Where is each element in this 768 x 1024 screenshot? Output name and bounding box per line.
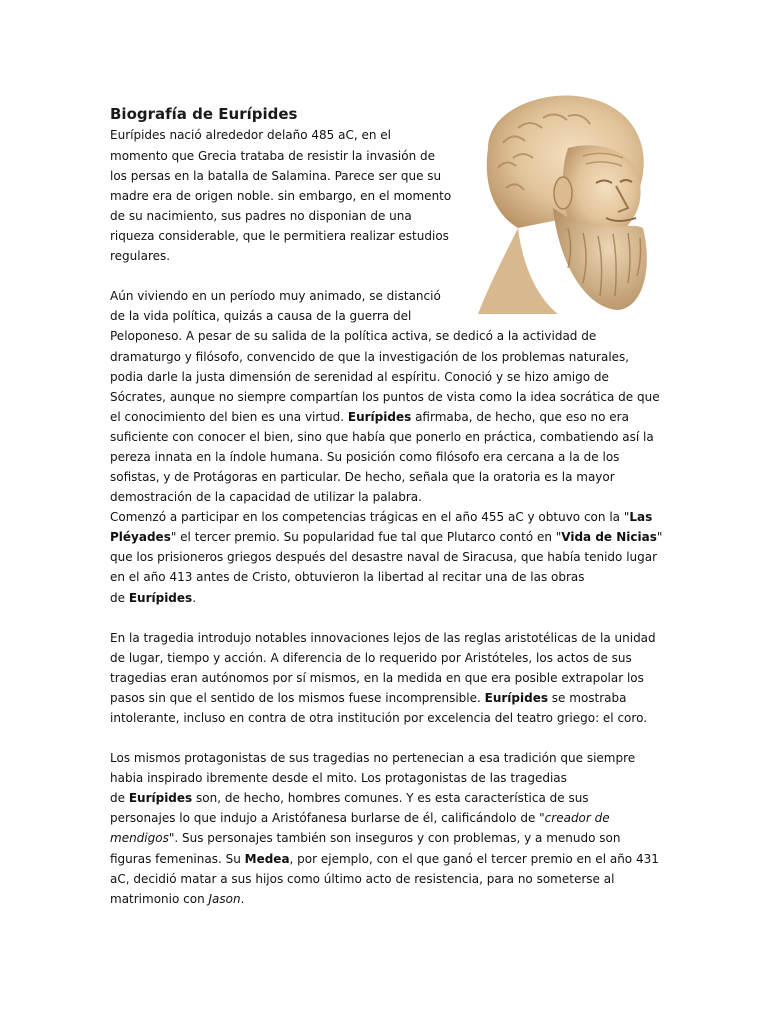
- jason-italic: Jason: [208, 892, 241, 906]
- paragraph-4-line-7: aC, decidió matar a sus hijos como último acto de resistencia, para no someterse al: [110, 872, 615, 886]
- text-span: .: [240, 892, 245, 906]
- paragraph-1-line-3: los persas en la batalla de Salamina. Parece ser que su: [110, 169, 442, 183]
- euripides-bold: Eurípides: [128, 791, 193, 805]
- euripides-bold: Eurípides: [484, 691, 548, 705]
- text-span: ": [656, 530, 663, 544]
- medea-bold: Medea: [244, 852, 290, 866]
- paragraph-4-line-4: [110, 810, 610, 826]
- paragraph-1-line-5: de su nacimiento, sus padres no disponian de una: [110, 209, 412, 223]
- paragraph-2-line-6: Sócrates, aunque no siempre compartían los puntos de vista como la idea socrática de que: [110, 390, 660, 404]
- euripides-bust-image: [458, 88, 656, 314]
- text-span: el conocimiento del bien es una virtud.: [110, 410, 348, 424]
- creador-de-mendigos-italic: mendigos: [110, 831, 169, 845]
- paragraph-4-line-1: Los mismos protagonistas de sus tragedias no pertenecian a esa tradición que siempre: [110, 751, 636, 765]
- text-span: , por ejemplo, con el que ganó el tercer premio en el año 431: [289, 852, 659, 866]
- paragraph-2-line-4: dramaturgo y filósofo, convencido de que la investigación de los problemas naturales,: [110, 350, 630, 364]
- paragraph-2-line-7: [110, 409, 629, 425]
- euripides-bold: Eurípides: [128, 591, 193, 605]
- paragraph-2-line-12: [110, 509, 652, 525]
- vida-de-nicias-bold: Vida de Nicias: [561, 530, 657, 544]
- paragraph-2-line-9: pereza innata en la índole humana. Su posición como filósofo era cercana a la de los: [110, 450, 620, 464]
- text-span: figuras femeninas. Su: [110, 852, 245, 866]
- text-span: matrimonio con: [110, 892, 209, 906]
- text-span: " el tercer premio. Su popularidad fue tal que Plutarco contó en ": [170, 530, 562, 544]
- paragraph-2-line-14: que los prisioneros griegos después del desastre naval de Siracusa, que había tenido lugar: [110, 550, 658, 564]
- paragraph-3-line-5: intolerante, incluso en contra de otra institución por excelencia del teatro griego: el coro.: [110, 711, 648, 725]
- paragraph-4-line-3: [110, 790, 589, 806]
- text-span: se mostraba: [547, 691, 627, 705]
- paragraph-3-line-4: [110, 690, 627, 706]
- text-span: .: [192, 591, 197, 605]
- euripides-bold: Eurípides: [347, 410, 412, 424]
- paragraph-1-line-6: riqueza considerable, que le permitiera realizar estudios: [110, 229, 449, 243]
- paragraph-3-line-3: tragedias eran autónomos por sí mismos, en la medida en que era posible extrapolar los: [110, 671, 644, 685]
- text-span: de: [110, 591, 129, 605]
- text-span: Comenzó a participar en los competencias trágicas en el año 455 aC y obtuvo con la ": [110, 510, 630, 524]
- text-span: de: [110, 791, 129, 805]
- text-span: personajes lo que indujo a Aristófanesa burlarse de él, calificándolo de ": [110, 811, 545, 825]
- text-span: ". Sus personajes también son inseguros y con problemas, y a menudo son: [168, 831, 621, 845]
- paragraph-4-line-8: [110, 891, 244, 907]
- page-title: Biografía de Eurípides: [110, 105, 298, 123]
- text-span: afirmaba, de hecho, que eso no era: [411, 410, 629, 424]
- paragraph-2-line-1: Aún viviendo en un período muy animado, se distanció: [110, 289, 441, 303]
- paragraph-3-line-2: de lugar, tiempo y acción. A diferencia de lo requerido por Aristóteles, los actos de sus: [110, 651, 632, 665]
- las-pleyades-bold: Pléyades: [110, 530, 171, 544]
- paragraph-3-line-1: En la tragedia introdujo notables innovaciones lejos de las reglas aristotélicas de la unidad: [110, 631, 656, 645]
- paragraph-2-line-5: podia darle la justa dimensión de serenidad al espíritu. Conoció y se hizo amigo de: [110, 370, 609, 384]
- paragraph-4-line-5: [110, 830, 620, 846]
- paragraph-2-line-16: [110, 590, 196, 606]
- paragraph-1-line-1: Eurípides nació alrededor delaño 485 aC, en el: [110, 128, 392, 142]
- paragraph-2-line-10: sofistas, y de Protágoras en particular. De hecho, señala que la oratoria es la mayor: [110, 470, 615, 484]
- text-span: son, de hecho, hombres comunes. Y es esta característica de sus: [192, 791, 589, 805]
- paragraph-1-line-7: regulares.: [110, 249, 171, 263]
- paragraph-2-line-11: demostración de la capacidad de utilizar la palabra.: [110, 490, 422, 504]
- creador-de-mendigos-italic: creador de: [544, 811, 610, 825]
- paragraph-2-line-2: de la vida política, quizás a causa de la guerra del: [110, 309, 412, 323]
- paragraph-2-line-13: [110, 529, 662, 545]
- paragraph-4-line-6: [110, 851, 659, 867]
- paragraph-4-line-2: habia inspirado ibremente desde el mito. Los protagonistas de las tragedias: [110, 771, 567, 785]
- paragraph-1-line-4: madre era de origen noble. sin embargo, en el momento: [110, 189, 452, 203]
- paragraph-2-line-15: en el año 413 antes de Cristo, obtuvieron la libertad al recitar una de las obras: [110, 570, 585, 584]
- paragraph-2-line-3: Peloponeso. A pesar de su salida de la política activa, se dedicó a la actividad de: [110, 329, 597, 343]
- text-span: pasos sin que el sentido de los mismos fuese incomprensible.: [110, 691, 485, 705]
- paragraph-1-line-2: momento que Grecia trataba de resistir la invasión de: [110, 149, 436, 163]
- las-pleyades-bold: Las: [629, 510, 653, 524]
- paragraph-2-line-8: suficiente con conocer el bien, sino que había que ponerlo en práctica, combatiendo así la: [110, 430, 654, 444]
